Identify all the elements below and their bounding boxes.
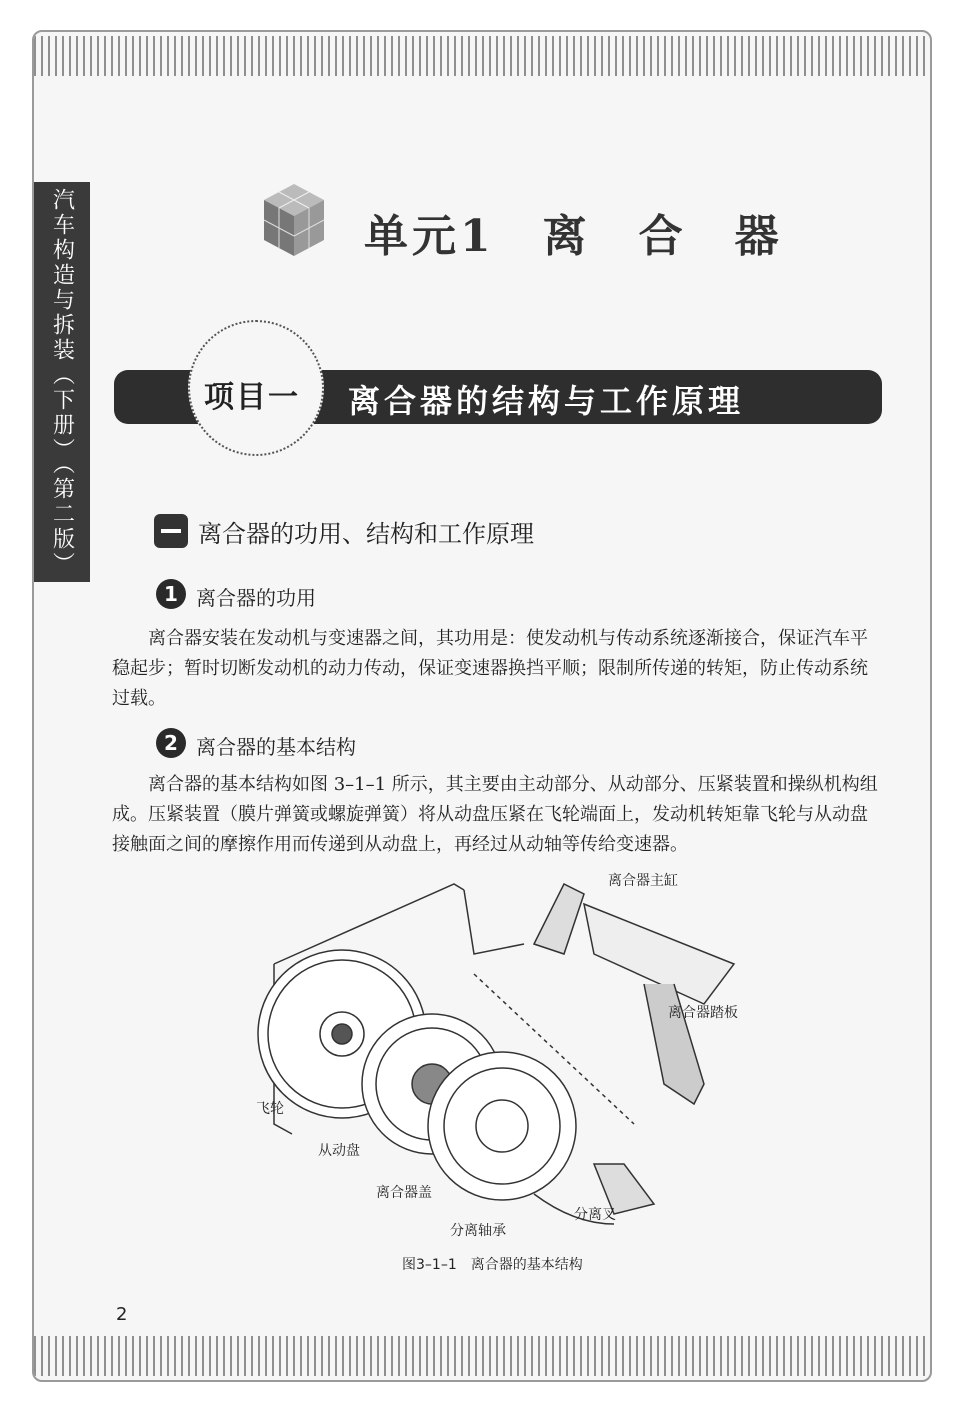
label-cover: 离合器盖 <box>376 1185 432 1201</box>
paragraph-2: 离合器的基本结构如图 3–1–1 所示，其主要由主动部分、从动部分、压紧装置和操纵机构组成。压紧装置（膜片弹簧或螺旋弹簧）将从动盘压紧在飞轮端面上，发动机转矩靠飞轮与从动盘接触面之间的摩擦作用而传递到从动盘上，再经过从动轴等传给变速器。 <box>112 774 878 855</box>
page <box>32 30 932 1382</box>
bottom-stripe <box>34 1336 930 1376</box>
top-stripe <box>34 36 930 76</box>
label-pedal: 离合器踏板 <box>668 1005 738 1021</box>
project-label: 项目一 <box>204 380 300 415</box>
label-bearing: 分离轴承 <box>450 1223 506 1239</box>
label-master-cylinder: 离合器主缸 <box>608 873 678 889</box>
label-flywheel: 飞轮 <box>256 1101 284 1117</box>
section-title: 离合器的功用、结构和工作原理 <box>198 520 534 548</box>
number-badge-1: 1 <box>156 579 186 609</box>
page-number: 2 <box>116 1304 128 1325</box>
figure-caption: 图3–1–1 离合器的基本结构 <box>402 1257 583 1273</box>
unit-title: 单元1 离 合 器 <box>364 211 783 262</box>
clutch-diagram <box>234 864 794 1244</box>
section-dash-icon <box>154 514 188 548</box>
paragraph-1: 离合器安装在发动机与变速器之间，其功用是：使发动机与传动系统逐渐接合，保证汽车平稳起步；暂时切断发动机的动力传动，保证变速器换挡平顺；限制所传递的转矩，防止传动系统过载。 <box>112 628 868 709</box>
number-badge-2: 2 <box>156 728 186 758</box>
label-fork: 分离叉 <box>574 1207 616 1223</box>
subsection-title-1: 离合器的功用 <box>196 586 316 610</box>
side-tab: 汽车构造与拆装（下册）（第二版） <box>34 182 90 582</box>
subsection-title-2: 离合器的基本结构 <box>196 735 356 759</box>
label-driven-disc: 从动盘 <box>318 1143 360 1159</box>
project-title: 离合器的结构与工作原理 <box>348 382 745 420</box>
cube-icon <box>260 180 328 260</box>
